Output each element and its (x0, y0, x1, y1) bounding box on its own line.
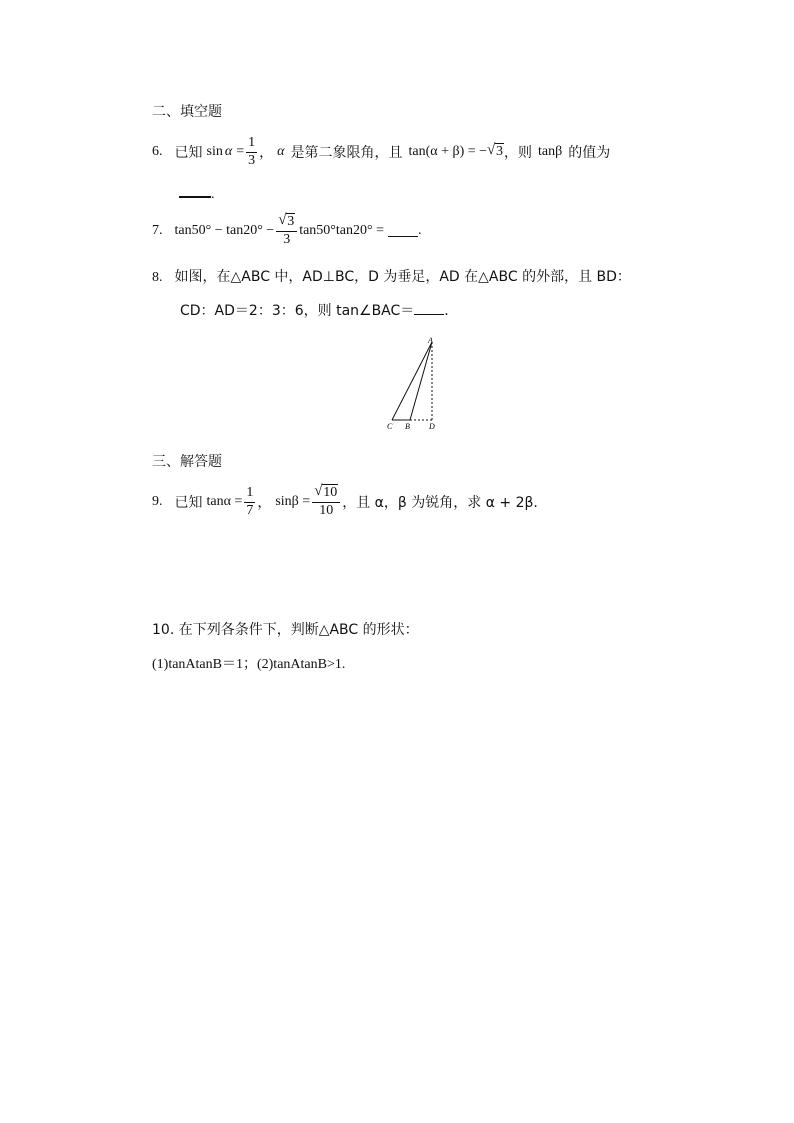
q7-blank (388, 226, 418, 237)
q9-f2-den: 10 (319, 502, 334, 518)
segment-ca (392, 342, 432, 420)
q9-f2-sqrt: 10 (323, 484, 338, 500)
q8-blank (414, 304, 444, 315)
q6-frac-num: 1 (246, 136, 257, 153)
q9-f1-num: 1 (244, 486, 255, 503)
q7-frac-sqrt: 3 (287, 213, 295, 229)
label-a: A (428, 336, 433, 345)
question-10-line-2: (1)tanAtanB＝1；(2)tanAtanB>1. (152, 657, 346, 672)
q8-end: . (444, 303, 449, 319)
q6-comma: ， (259, 145, 274, 161)
label-c: C (387, 422, 393, 431)
q8-number: 8. (152, 270, 163, 285)
q6-text-5: 的值为 (568, 145, 611, 161)
q6-alpha-2: α (277, 144, 285, 159)
question-6 (152, 132, 610, 172)
q6-sqrt: √ 3 (487, 142, 504, 159)
q6-frac-den: 3 (248, 152, 256, 168)
q7-fraction: √ 3 3 (276, 215, 297, 247)
q6-answer-line (179, 186, 215, 203)
q9-fraction-1 (244, 486, 255, 518)
q6-fraction (246, 136, 257, 168)
section-heading-fill-in: 二、填空题 (152, 104, 222, 120)
q9-fraction-2: √ 10 10 (312, 486, 340, 518)
q8-line-2: CD：AD＝2：3：6，则 tan∠BAC＝ (180, 303, 415, 319)
q6-sqrt-val: 3 (496, 144, 504, 159)
q6-number: 6. (152, 144, 163, 159)
q8-line-1: 如图，在△ABC 中，AD⊥BC，D 为垂足，AD 在△ABC 的外部，且 BD： (174, 269, 631, 285)
section-heading-solve: 三、解答题 (152, 454, 222, 470)
q7-end: . (418, 223, 422, 238)
label-b: B (405, 422, 410, 431)
q6-sin: sin (206, 144, 223, 159)
label-d: D (429, 422, 435, 431)
q9-text-1: 已知 (174, 495, 203, 511)
q6-end: . (211, 187, 215, 202)
q7-expr-2: tan50°tan20° = (299, 223, 385, 238)
q9-sin: sinβ = (275, 494, 311, 509)
question-8-line-2 (180, 300, 449, 320)
segment-ba (410, 342, 432, 420)
q9-number: 9. (152, 494, 163, 509)
q6-text-1: 已知 (174, 145, 203, 161)
q9-text-3: ，且 α，β 为锐角，求 α + 2β. (342, 495, 538, 511)
q7-expr: tan50° − tan20° − (174, 223, 275, 238)
question-10: 10. 在下列各条件下，判断△ABC 的形状： (152, 622, 419, 638)
q6-tanb: tanβ (538, 144, 563, 159)
q6-text-3: 是第二象限角，且 (290, 145, 403, 161)
q6-text-4: ，则 (504, 145, 533, 161)
question-7 (152, 208, 422, 254)
q7-frac-den: 3 (283, 231, 291, 247)
q6-eq: = (236, 144, 245, 159)
question-8 (152, 266, 631, 286)
q9-comma: ， (257, 495, 272, 511)
q9-tan: tanα = (206, 494, 243, 509)
triangle-figure (380, 334, 450, 434)
q6-tan-expr: tan(α + β) = − (408, 144, 488, 159)
q7-number: 7. (152, 223, 163, 238)
q6-alpha: α (224, 144, 233, 159)
q9-f1-den: 7 (246, 502, 254, 518)
question-9 (152, 480, 538, 524)
